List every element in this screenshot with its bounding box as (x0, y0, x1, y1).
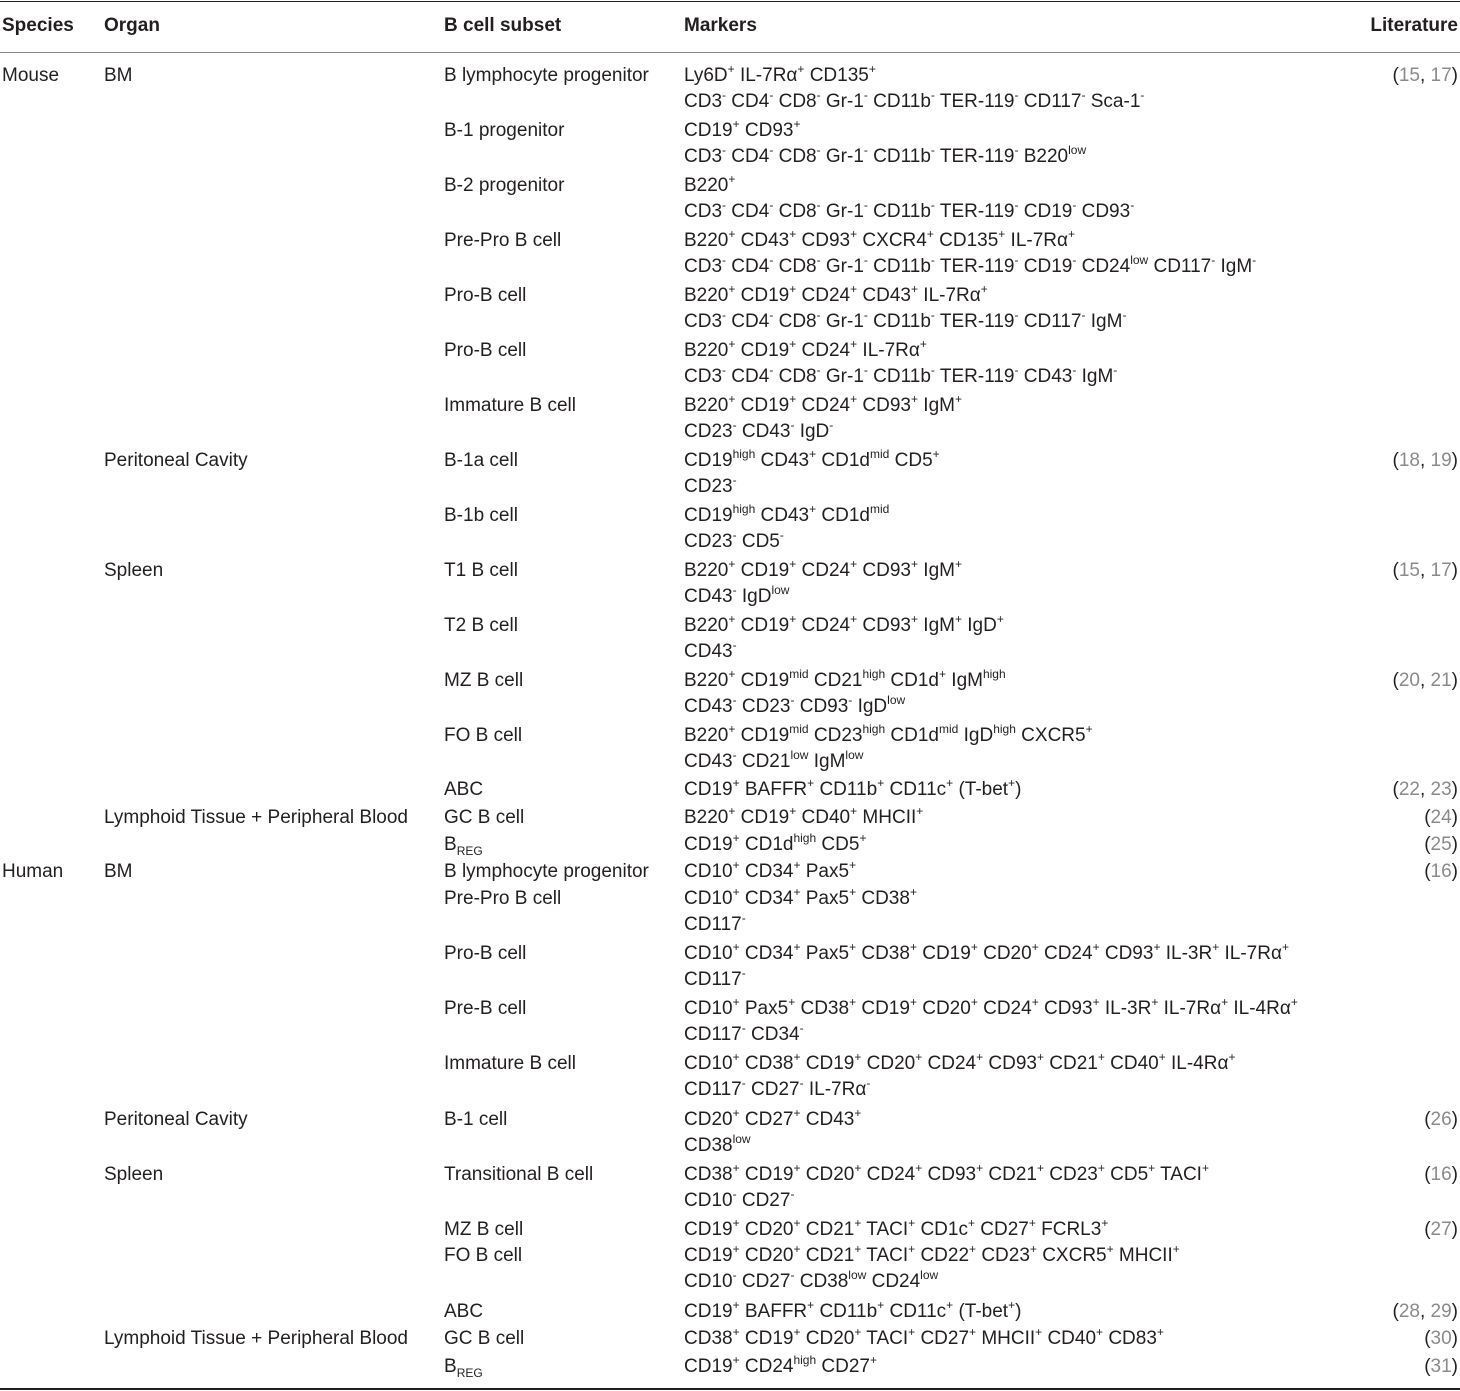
subset-cell: Transitional B cell (444, 1164, 594, 1185)
subset-cell: Immature B cell (444, 1053, 576, 1074)
subset-cell: Pro-B cell (444, 285, 527, 306)
subset-cell: Pro-B cell (444, 340, 527, 361)
subset-cell: Immature B cell (444, 395, 576, 416)
markers-line: CD10+ Pax5+ CD38+ CD19+ CD20+ CD24+ CD93+ IL-3R+ IL-7Rα+ IL-4Rα+ (684, 994, 1298, 1019)
subset-cell: GC B cell (444, 807, 525, 828)
organ-cell: Peritoneal Cavity (104, 1109, 248, 1130)
literature-cell: (15, 17) (1392, 65, 1458, 86)
markers-line: B220+ CD19+ CD24+ CD93+ IgM+ IgD+ (684, 611, 1004, 636)
header-literature: Literature (1370, 15, 1458, 36)
subset-cell: GC B cell (444, 1328, 525, 1349)
subset-cell: ABC (444, 779, 484, 800)
markers-line: CD117- CD27- IL-7Rα- (684, 1075, 871, 1100)
organ-cell: Spleen (104, 1164, 164, 1185)
markers-line: CD10+ CD38+ CD19+ CD20+ CD24+ CD93+ CD21+ CD40+ IL-4Rα+ (684, 1049, 1236, 1074)
species-cell: Mouse (2, 65, 60, 86)
markers-line: CD10+ CD34+ Pax5+ CD38+ (684, 884, 917, 909)
markers-line: B220+ (684, 171, 736, 196)
markers-line: B220+ CD19+ CD24+ IL-7Rα+ (684, 336, 927, 361)
markers-line: B220+ CD19+ CD24+ CD93+ IgM+ (684, 391, 962, 416)
markers-line: B220+ CD43+ CD93+ CXCR4+ CD135+ IL-7Rα+ (684, 226, 1076, 251)
organ-cell: BM (104, 65, 133, 86)
markers-line: $CD38^{low}$ (684, 1131, 751, 1156)
literature-cell: (31) (1424, 1356, 1458, 1377)
literature-cell: (24) (1424, 807, 1458, 828)
markers-line: CD3- CD4- CD8- Gr-1- CD11b- TER-119- CD43- IgM- (684, 362, 1118, 387)
markers-line: CD19+ BAFFR+ CD11b+ CD11c+ (T-bet+) (684, 775, 1022, 800)
header-species: Species (2, 15, 74, 36)
subset-cell: T2 B cell (444, 615, 518, 636)
markers-line: CD10+ CD34+ Pax5+ (684, 857, 857, 882)
literature-cell: (27) (1424, 1219, 1458, 1240)
subset-cell: B-2 progenitor (444, 175, 565, 196)
subset-cell: Pre-Pro B cell (444, 888, 562, 909)
table-top-rule (0, 1, 1460, 2)
markers-line: CD117- (684, 965, 746, 990)
markers-line: CD3- CD4- CD8- Gr-1- CD11b- TER-119- CD19- CD93- (684, 197, 1135, 222)
markers-line: CD19+ CD20+ CD21+ TACI+ CD22+ CD23+ CXCR5+ MHCII+ (684, 1241, 1180, 1266)
literature-cell: (16) (1424, 1164, 1458, 1185)
markers-line: CD10+ CD34+ Pax5+ CD38+ CD19+ CD20+ CD24+ CD93+ IL-3R+ IL-7Rα+ (684, 939, 1289, 964)
literature-cell: (20, 21) (1392, 670, 1458, 691)
markers-line: CD3- CD4- CD8- Gr-1- CD11b- TER-119- CD117- IgM- (684, 307, 1127, 332)
literature-cell: (25) (1424, 834, 1458, 855)
markers-line: B220+ CD19+ CD40+ MHCII+ (684, 803, 924, 828)
subset-cell: MZ B cell (444, 670, 524, 691)
subset-cell: FO B cell (444, 1245, 523, 1266)
markers-line: CD3- CD4- CD8- Gr-1- CD11b- TER-119- CD19- $CD24^{low}$ CD117- IgM- (684, 252, 1257, 277)
subset-cell: B lymphocyte progenitor (444, 861, 649, 882)
markers-line: CD43- $CD21^{low}$ IgM$^{low}$ (684, 747, 864, 772)
markers-line: CD43- (684, 637, 737, 662)
markers-line: CD117- CD34- (684, 1020, 804, 1045)
subset-cell: B-1 progenitor (444, 120, 565, 141)
markers-line: B220+ $CD19^{mid}$ $CD21^{high}$ CD1d+ IgM$^{high}$ (684, 666, 1006, 691)
subset-cell: ABC (444, 1301, 484, 1322)
subset-cell: MZ B cell (444, 1219, 524, 1240)
species-cell: Human (2, 861, 64, 882)
markers-line: CD19+ $CD1d^{high}$ CD5+ (684, 830, 867, 855)
literature-cell: (26) (1424, 1109, 1458, 1130)
header-organ: Organ (104, 15, 160, 36)
literature-cell: (16) (1424, 861, 1458, 882)
literature-cell: (15, 17) (1392, 560, 1458, 581)
markers-line: CD23- CD43- IgD- (684, 417, 834, 442)
subset-cell: $B_{REG}$ (444, 834, 483, 858)
markers-line: CD43- CD23- CD93- IgD$^{low}$ (684, 692, 906, 717)
subset-cell: Pre-B cell (444, 998, 527, 1019)
markers-line: CD19+ CD93+ (684, 116, 801, 141)
markers-line: B220+ CD19+ CD24+ CD43+ IL-7Rα+ (684, 281, 988, 306)
markers-line: CD3- CD4- CD8- Gr-1- CD11b- TER-119- $B220^{low}$ (684, 142, 1087, 167)
table-bottom-rule (0, 1388, 1460, 1390)
subset-cell: FO B cell (444, 725, 523, 746)
markers-line: CD19+ CD20+ CD21+ TACI+ CD1c+ CD27+ FCRL3+ (684, 1215, 1109, 1240)
markers-line: CD10- CD27- (684, 1186, 795, 1211)
subset-cell: B-1a cell (444, 450, 518, 471)
organ-cell: Peritoneal Cavity (104, 450, 248, 471)
markers-line: CD38+ CD19+ CD20+ CD24+ CD93+ CD21+ CD23+ CD5+ TACI+ (684, 1160, 1209, 1185)
subset-cell: T1 B cell (444, 560, 518, 581)
table-header-rule (0, 52, 1460, 53)
literature-cell: (30) (1424, 1328, 1458, 1349)
markers-line: Ly6D+ IL-7Rα+ CD135+ (684, 61, 876, 86)
organ-cell: Lymphoid Tissue + Peripheral Blood (104, 1328, 408, 1349)
subset-cell: B lymphocyte progenitor (444, 65, 649, 86)
markers-line: CD23- (684, 472, 737, 497)
markers-line: CD43- IgD$^{low}$ (684, 582, 790, 607)
literature-cell: (22, 23) (1392, 779, 1458, 800)
organ-cell: BM (104, 861, 133, 882)
subset-cell: B-1b cell (444, 505, 518, 526)
literature-cell: (18, 19) (1392, 450, 1458, 471)
markers-line: CD23- CD5- (684, 527, 784, 552)
subset-cell: $B_{REG}$ (444, 1356, 483, 1380)
markers-line: $CD19^{high}$ CD43+ $CD1d^{mid}$ CD5+ (684, 446, 940, 471)
header-markers: Markers (684, 15, 757, 36)
header-subset: B cell subset (444, 15, 562, 36)
markers-line: CD19+ BAFFR+ CD11b+ CD11c+ (T-bet+) (684, 1297, 1022, 1322)
organ-cell: Lymphoid Tissue + Peripheral Blood (104, 807, 408, 828)
subset-cell: B-1 cell (444, 1109, 508, 1130)
markers-line: CD20+ CD27+ CD43+ (684, 1105, 862, 1130)
literature-cell: (28, 29) (1392, 1301, 1458, 1322)
markers-line: B220+ CD19+ CD24+ CD93+ IgM+ (684, 556, 962, 581)
subset-cell: Pro-B cell (444, 943, 527, 964)
markers-line: CD117- (684, 910, 746, 935)
markers-line: $CD19^{high}$ CD43+ $CD1d^{mid}$ (684, 501, 890, 526)
organ-cell: Spleen (104, 560, 164, 581)
markers-line: CD10- CD27- $CD38^{low}$ $CD24^{low}$ (684, 1267, 939, 1292)
markers-line: B220+ $CD19^{mid}$ $CD23^{high}$ $CD1d^{mid}$ IgD$^{high}$ CXCR5+ (684, 721, 1093, 746)
markers-line: CD19+ $CD24^{high}$ CD27+ (684, 1352, 878, 1377)
markers-line: CD3- CD4- CD8- Gr-1- CD11b- TER-119- CD117- Sca-1- (684, 87, 1145, 112)
markers-line: CD38+ CD19+ CD20+ TACI+ CD27+ MHCII+ CD40+ CD83+ (684, 1324, 1164, 1349)
subset-cell: Pre-Pro B cell (444, 230, 562, 251)
